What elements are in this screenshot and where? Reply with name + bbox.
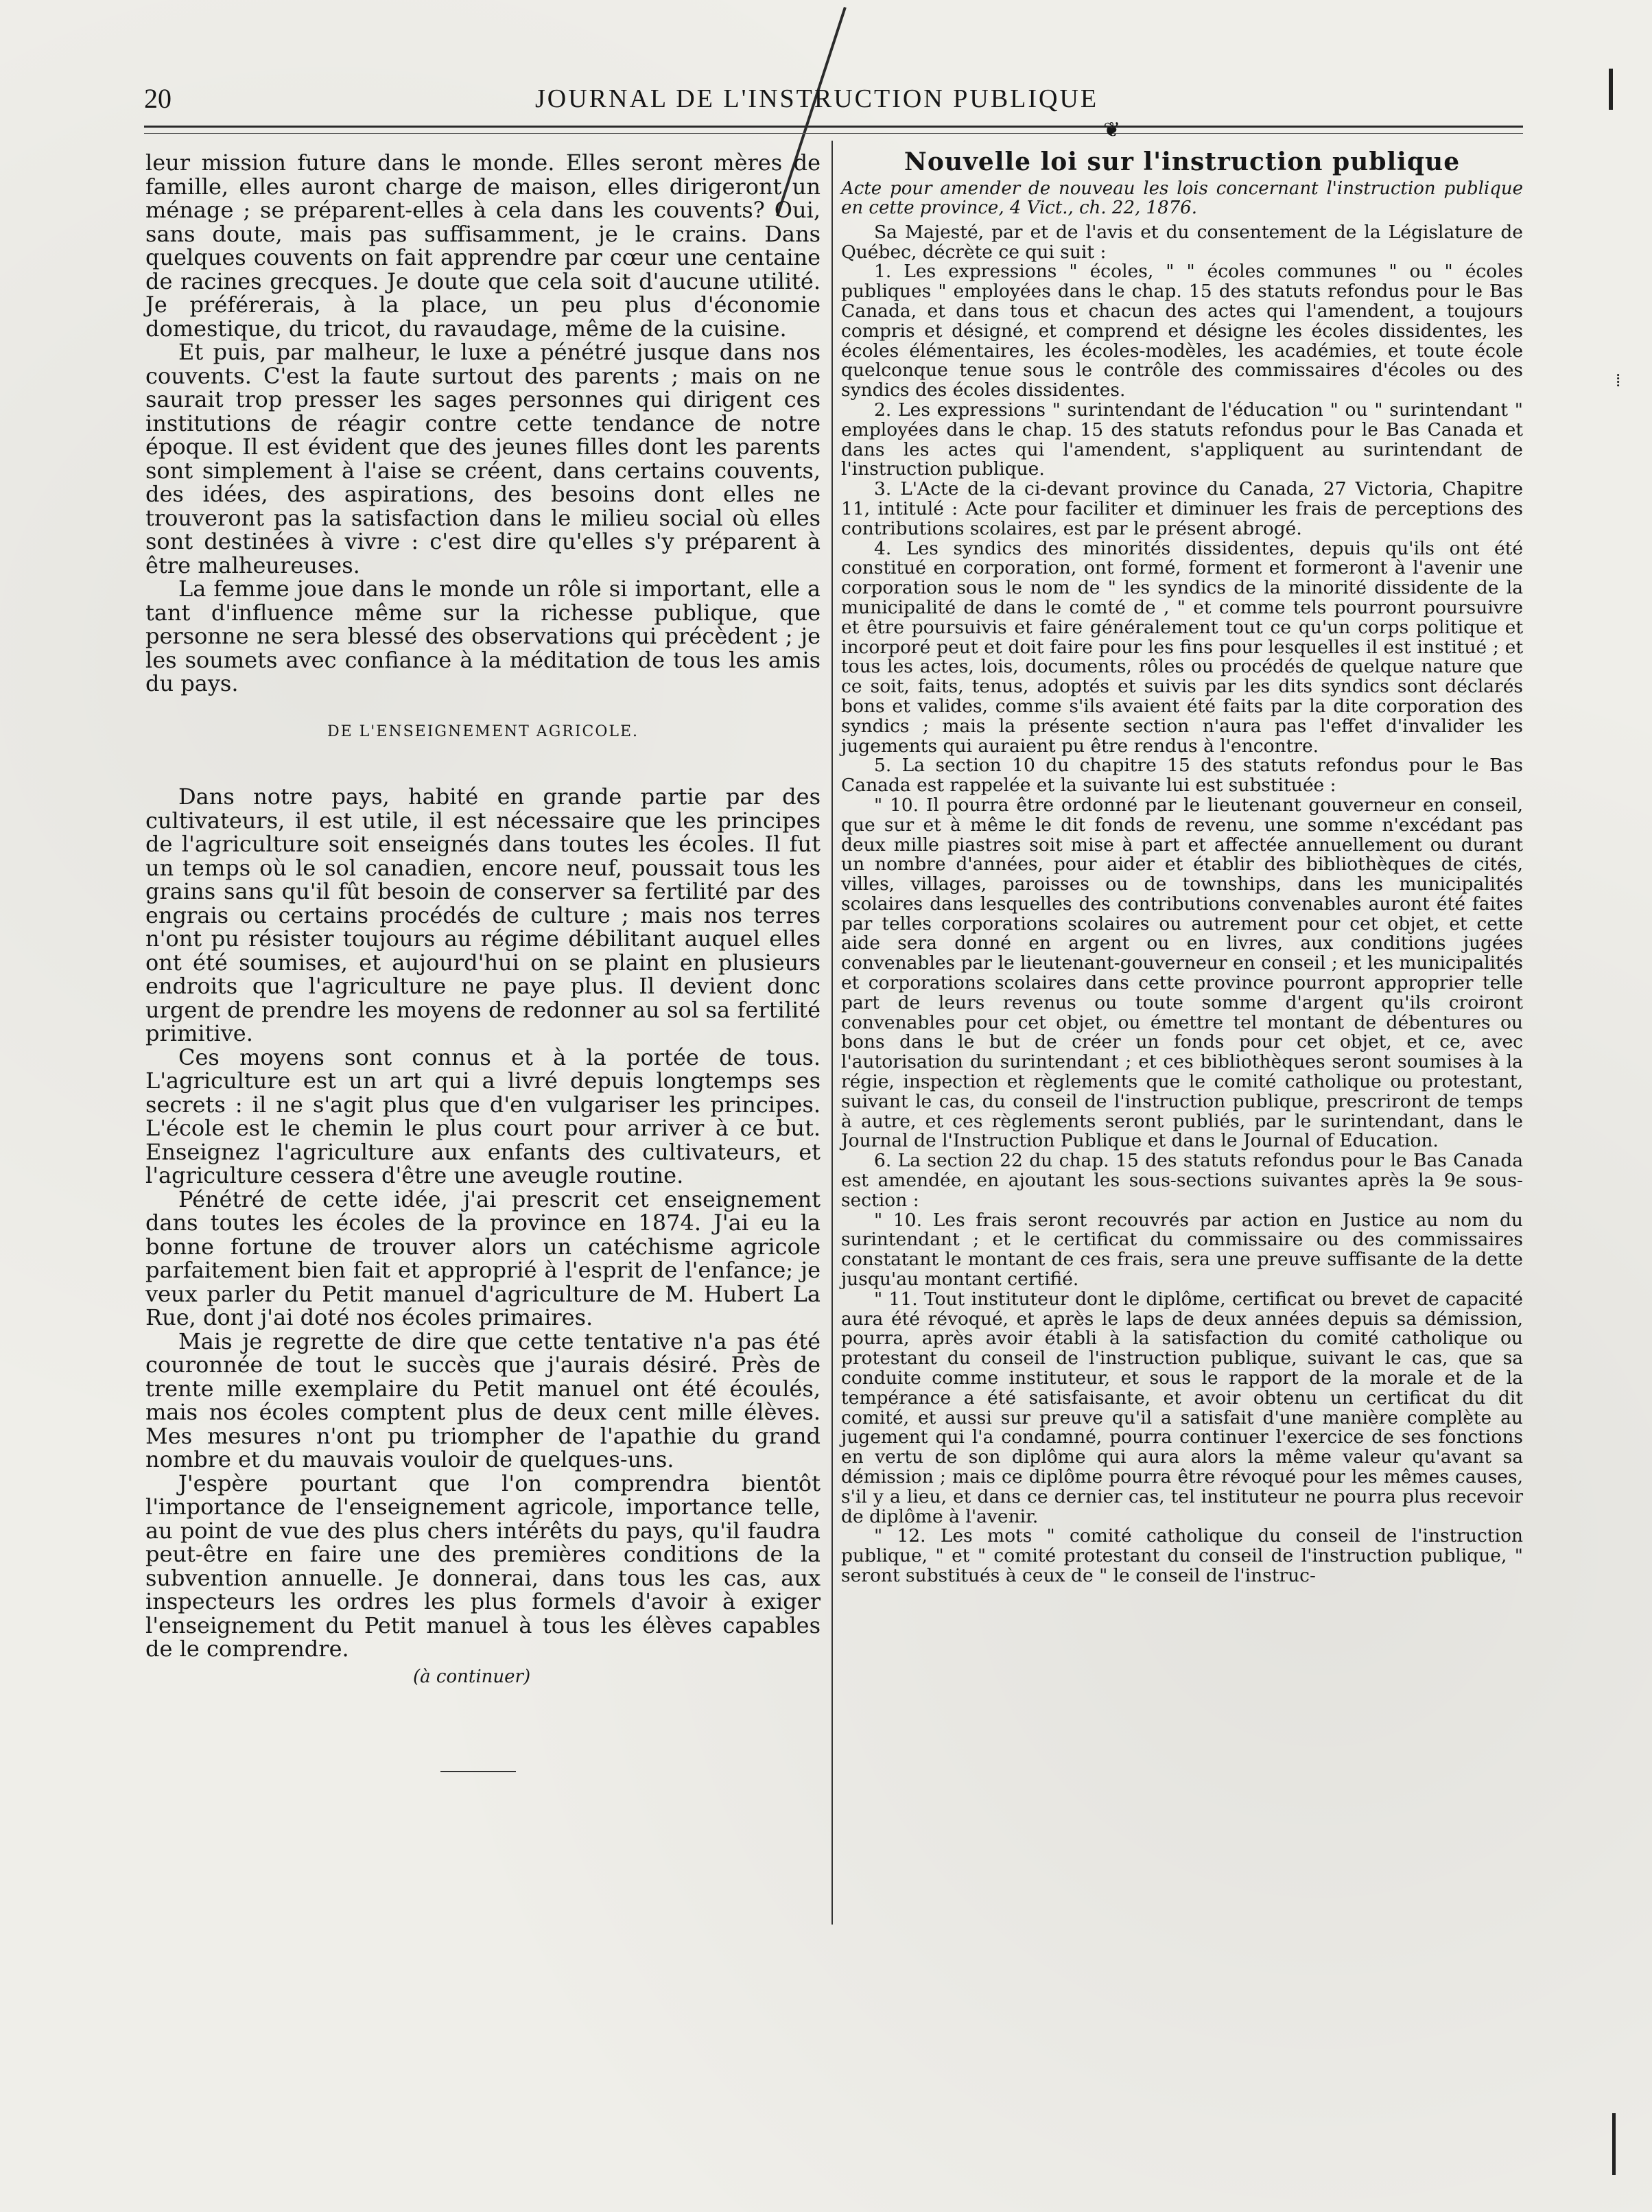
continuation-note: (à continuer) [413,1666,531,1687]
end-rule [440,1771,516,1772]
paragraph: 2. Les expressions " surintendant de l'éducation " ou " surintendant " employées dans le chap. 15 des statuts refondus pour le Bas Canada et dans les actes qui l'amendent, s'appliquent au surintendant de l'instruction publique. [841,399,1523,480]
paragraph: J'espère pourtant que l'on comprendra bientôt l'importance de l'enseignement agricole, importance telle, au point de vue des plus chers intérêts du pays, qu'il faudra peut-être en faire une des premières conditions de la subvention annuelle. Je donnerai, dans tous les cas, aux inspecteurs les ordres les plus formels d'avoir à exiger l'enseignement du Petit manuel à tous les élèves capables de le comprendre. [145,1470,821,1662]
margin-mark [1612,2113,1616,2175]
margin-mark [1609,69,1613,110]
paragraph: Mais je regrette de dire que cette tentative n'a pas été couronnée de tout le succès que j'aurais désiré. Près de trente mille exemplaire du Petit manuel ont été écoulés, mais nos écoles comptent plus de deux cent mille élèves. Mes mesures n'ont pu triompher de l'apathie du grand nombre et du mauvais vouloir de quelques-uns. [145,1328,821,1472]
paragraph: 4. Les syndics des minorités dissidentes, depuis qu'ils ont été constitué en corporation, ont formé, forment et formeront à l'avenir une corporation sous le nom de " les syndics de la minorité dissidente de la municipalité de dans le comté de , " et comme tels pourront poursuivre et être poursuivis et faire généralement tout ce qu'un corps politique et incorporé peut et doit faire pour les fins pour lesquelles il est institué ; et tous les actes, lois, documents, rôles ou procédés de quelque nature que ce soit, faits, tenus, adoptés et suivis par les dits syndics sont déclarés bons et valides, comme s'ils avaient été faits par la dite corporation des syndics ; mais la présente section n'aura pas l'effet d'invalider les jugements qui auraient pu être rendus à l'encontre. [841,537,1523,757]
paragraph: Dans notre pays, habité en grande partie par des cultivateurs, il est utile, il est nécessaire que les principes de l'agriculture soit enseignés dans toutes les écoles. Il fut un temps où le sol canadien, encore neuf, poussait tous les grains sans qu'il fût besoin de conserver sa fertilité par des engrais ou certains procédés de culture ; mais nos terres n'ont pu résister toujours au régime débilitant auquel elles ont été soumises, et aujourd'hui on se plaint en plusieurs endroits que l'agriculture ne paye plus. Il devient donc urgent de prendre les moyens de redonner au sol sa fertilité primitive. [145,784,821,1046]
section-heading: DE L'ENSEIGNEMENT AGRICOLE. [327,722,639,740]
page-header [144,77,1523,118]
paragraph: " 10. Il pourra être ordonné par le lieutenant gouverneur en conseil, que sur et à même le dit fonds de revenu, une somme n'excédant pas deux mille piastres soit mise à part et affectée annuellement ou durant un nombre d'années, pour aider et établir des bibliothèques de cités, villes, villages, paroisses ou de townships, dans les municipalités scolaires dans lesquelles des contributions convenables auront été faites par telles corporations scolaires ou autrement pour cet objet, et cette aide sera donné en argent ou en livres, aux conditions jugées convenables par le lieutenant-gouverneur en conseil ; et les municipalités et corporations scolaires dans cette province pourront approprier telle part de leurs revenus ou toute somme d'argent qu'ils croiront convenables pour cet objet, ou émettre tel montant de débentures ou bons dans le but de créer un fonds pour cet objet, et ce, avec l'autorisation du surintendant ; et ces bibliothèques seront soumises à la régie, inspection et règlements que le comité catholique ou protestant, suivant le cas, du conseil de l'instruction publique, prescriront de temps à autre, et ces règlements seront publiés, par le surintendant, dans le Journal de l'Instruction Publique et dans le Journal of Education. [841,794,1523,1152]
paragraph: 1. Les expressions " écoles, " " écoles communes " ou " écoles publiques " employées dans le chap. 15 des statuts refondus pour le Bas Canada, et dans tous et chacun des actes qui l'amendent, a toujours compris et désigné, et comprend et désigne les écoles dissidentes, les écoles élémentaires, les écoles-modèles, les académies, et toute école quelconque tenue sous le contrôle des commissaires d'écoles ou des syndics des écoles dissidentes. [841,261,1523,401]
header-rule-thin [144,133,1523,134]
paragraph: 6. La section 22 du chap. 15 des statuts refondus pour le Bas Canada est amendée, en ajoutant les sous-sections suivantes après la 9e sous-section : [841,1150,1523,1211]
paragraph: " 12. Les mots " comité catholique du conseil de l'instruction publique, " et " comité protestant du conseil de l'instruction publique, " seront substitués à ceux de " le conseil de l'instruc- [841,1525,1523,1586]
margin-mark: ⁞ [1616,370,1621,391]
paragraph: Ces moyens sont connus et à la portée de tous. L'agriculture est un art qui a livré depuis longtemps ses secrets : il ne s'agit plus que d'en vulgariser les principes. L'école est le chemin le plus court pour arriver à ce but. Enseignez l'agriculture aux enfants des cultivateurs, et l'agriculture cessera d'être une aveugle routine. [145,1044,821,1188]
paragraph: La femme joue dans le monde un rôle si important, elle a tant d'influence même sur la richesse publique, que personne ne sera blessé des observations qui précèdent ; je les soumets avec confiance à la méditation de tous les amis du pays. [145,576,821,696]
paragraph: Et puis, par malheur, le luxe a pénétré jusque dans nos couvents. C'est la faute surtout des parents ; mais on ne saurait trop presser les sages personnes qui dirigent ces institutions de réagir contre cette tendance de notre époque. Il est évident que des jeunes filles dont les parents sont simplement à l'aise se créent, dans certains couvents, des idées, des aspirations, des besoins dont elles ne trouveront pas la satisfaction dans le milieu social où elles sont destinées à vivre : c'est dire qu'elles s'y préparent à être malheureuses. [145,339,821,578]
paragraph: " 11. Tout instituteur dont le diplôme, certificat ou brevet de capacité aura été révoqué, et après le laps de deux années depuis sa démission, pourra, après avoir établi à la satisfaction du comité catholique ou protestant du conseil de l'instruction publique, suivant le cas, que sa conduite comme instituteur, et sous le rapport de la morale et de la tempérance a été satisfaisante, et avoir obtenu un certificat du dit comité, et aussi sur preuve qu'il a satisfait d'une manière complète au jugement qui l'a condamné, pourra continuer l'exercice de ses fonctions en vertu de son diplôme qui aura alors la même valeur qu'avant sa démission ; mais ce diplôme pourra être révoqué pour les mêmes causes, s'il y a lieu, et dans ce dernier cas, tel instituteur ne pourra plus recevoir de diplôme à l'avenir. [841,1288,1523,1527]
paragraph: 3. L'Acte de la ci-devant province du Canada, 27 Victoria, Chapitre 11, intitulé : Acte pour faciliter et diminuer les frais de perceptions des contributions scolaires, est par le présent abrogé. [841,478,1523,539]
header-rule [144,126,1523,128]
paragraph: " 10. Les frais seront recouvrés par action en Justice au nom du surintendant ; et le certificat du commissaire ou des commissaires constatant le montant de ces frais, sera une preuve suffisante de la dette jusqu'au montant certifié. [841,1209,1523,1291]
page-number: 20 [144,83,172,114]
right-column [841,148,1523,1586]
left-column [145,151,821,1772]
paragraph: Sa Majesté, par et de l'avis et du consentement de la Législature de Québec, décrète ce qui suit : [841,221,1523,263]
paragraph: 5. La section 10 du chapitre 15 des statuts refondus pour le Bas Canada est rappelée et la suivante lui est substituée : [841,755,1523,797]
paragraph: leur mission future dans le monde. Elles seront mères de famille, elles auront charge de maison, elles dirigeront un ménage ; se préparent-elles à cela dans les couvents? Oui, sans doute, mais pas suffisamment, je le crains. Dans quelques couvents on fait apprendre par cœur une centaine de racines grecques. Je doute que cela soit d'aucune utilité. Je préférerais, à la place, un peu plus d'économie domestique, du tricot, du ravaudage, même de la cuisine. [145,150,821,342]
column-divider [831,141,833,1925]
running-title: JOURNAL DE L'INSTRUCTION PUBLIQUE [535,84,1099,113]
article-subtitle: Acte pour amender de nouveau les lois concernant l'instruction publique en cette province, 4 Vict., ch. 22, 1876. [841,178,1523,218]
ornament-icon: ❦ [1103,118,1121,142]
paragraph: Pénétré de cette idée, j'ai prescrit cet enseignement dans toutes les écoles de la province en 1874. J'ai eu la bonne fortune de trouver alors un catéchisme agricole parfaitement bien fait et approprié à l'esprit de l'enfance; je veux parler du Petit manuel d'agriculture de M. Hubert La Rue, dont j'ai doté nos écoles primaires. [145,1186,821,1330]
article-title: Nouvelle loi sur l'instruction publique [904,148,1461,176]
